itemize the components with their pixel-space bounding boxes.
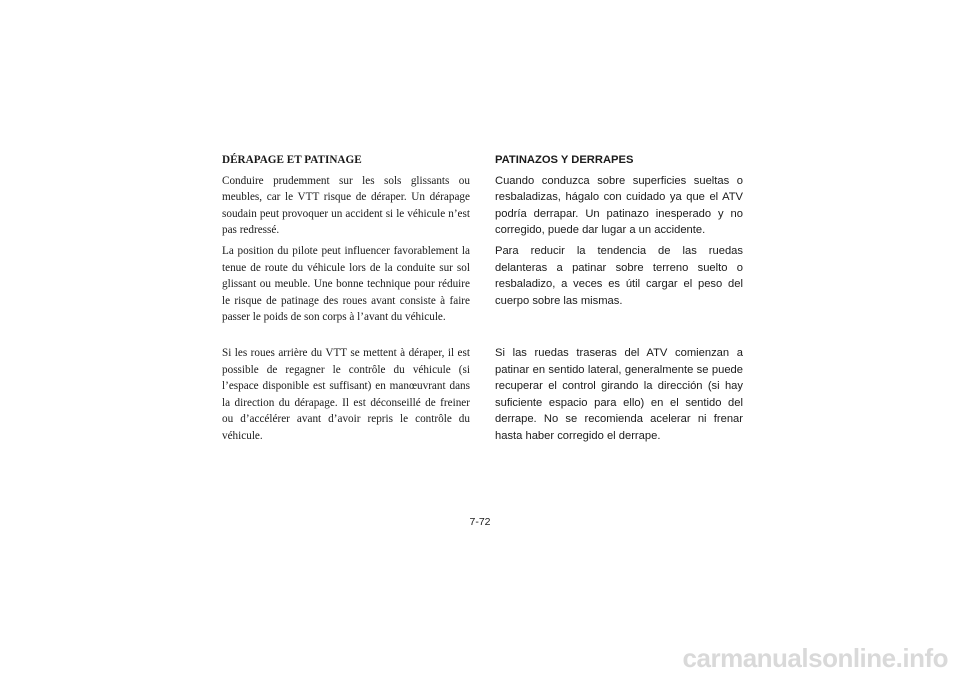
page-number: 7-72	[469, 516, 491, 528]
spanish-paragraph-2: Para reducir la tendencia de las ruedas delanteras a patinar sobre terreno suelto o resbaladizo, a veces es útil cargar el peso del cuerpo sobre las mismas.	[495, 244, 743, 307]
french-heading: DÉRAPAGE ET PATINAGE	[222, 154, 362, 166]
french-column-top	[222, 152, 470, 326]
watermark: carmanualsonline.info	[682, 643, 948, 673]
french-paragraph-2: La position du pilote peut influencer favorablement la tenue de route du véhicule lors de la conduite sur sol glissant ou meuble. Une bonne technique pour réduire le risque de patinage des roues avant consiste à faire passer le poids de son corps à l’avant du véhicule.	[222, 244, 470, 324]
french-column-bottom	[222, 345, 470, 445]
spanish-paragraph-3: Si las ruedas traseras del ATV comienzan a patinar en sentido lateral, generalmente se puede recuperar el control girando la dirección (si hay suficiente espacio para ello) en el sentido del derrape. No se recomienda acelerar ni frenar hasta haber corregido el derrape.	[495, 347, 743, 442]
spanish-column-bottom	[495, 345, 743, 445]
spanish-paragraph-1: Cuando conduzca sobre superficies sueltas o resbaladizas, hágalo con cuidado ya que el ATV podría derrapar. Un patinazo inesperado y no corregido, puede dar lugar a un accidente.	[495, 174, 743, 237]
french-paragraph-1: Conduire prudemment sur les sols glissants ou meubles, car le VTT risque de déraper. Un dérapage soudain peut provoquer un accident si le véhicule n’est pas redressé.	[222, 174, 470, 237]
spanish-heading: PATINAZOS Y DERRAPES	[495, 154, 634, 166]
spanish-column-top	[495, 152, 743, 309]
french-paragraph-3: Si les roues arrière du VTT se mettent à déraper, il est possible de regagner le contrôle du véhicule (si l’espace disponible est suffisant) en manœuvrant dans la direction du dérapage. Il est déconseillé de freiner ou d’accélérer avant d’avoir repris le contrôle du véhicule.	[222, 347, 470, 442]
